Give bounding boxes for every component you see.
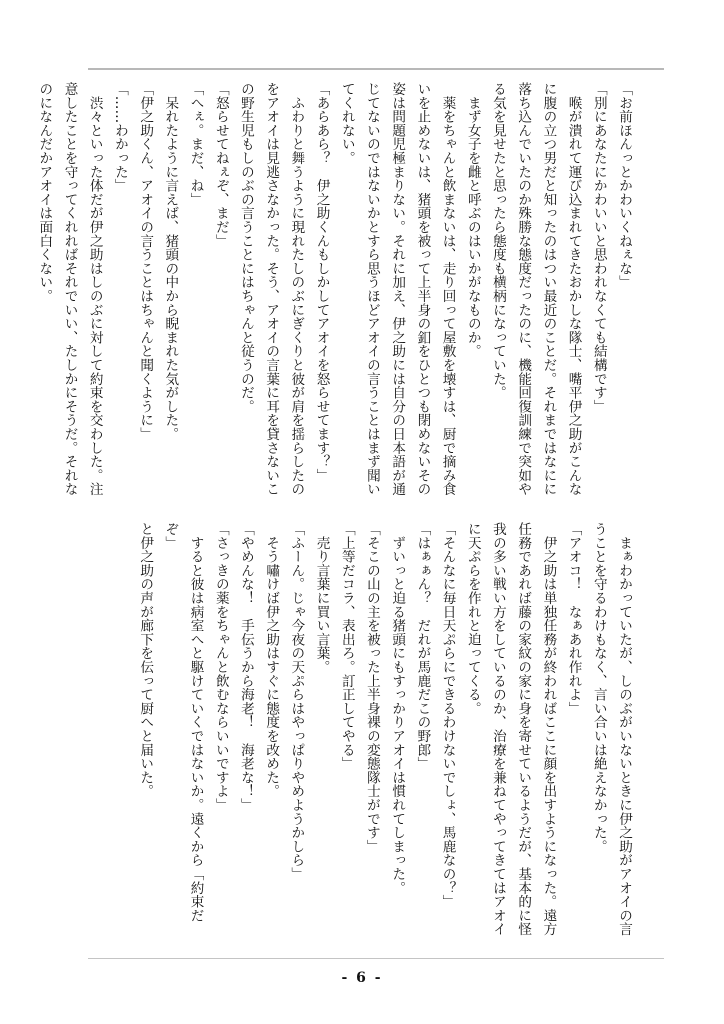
text-line: 薬をちゃんと飲まないは、走り回って屋敷を壊すは、厨で摘み食 — [439, 82, 456, 496]
text-line: 任務であれば藤の家紋の家に身を寄せているようだが、基本的に怪 — [515, 522, 532, 936]
text-line: と伊之助の声が廊下を伝って厨へと届いた。 — [137, 522, 154, 798]
text-line: 「へぇ。まだ、ね」 — [187, 82, 204, 207]
page-number: - 6 - — [341, 970, 383, 986]
text-line: 売り言葉に買い言葉。 — [313, 522, 330, 674]
text-line: 「あらあら？ 伊之助くんもしかしてアオイを怒らせてます？」 — [313, 82, 330, 483]
text-line: 我の多い戦い方をしているのか、治療を兼ねてやってきてはアオイ — [489, 522, 506, 936]
text-line: の野生児もしのぶの言うことにはちゃんと従うのだ。 — [237, 82, 254, 414]
text-line: そう嘯けば伊之助はすぐに態度を改めた。 — [263, 522, 280, 798]
text-line: 「アオコ！ なぁあれ作れよ」 — [565, 522, 582, 716]
text-line: 姿は問題児極まりない。それに加え、伊之助には自分の日本語が通 — [389, 82, 406, 496]
text-line: すると彼は病室へと駆けていくではないか。遠くから「約束だぞ」 — [162, 522, 204, 923]
bottom-rule — [88, 958, 664, 959]
text-line: 「怒らせてねぇぞ、まだ」 — [212, 82, 229, 248]
text-line: 「そこの山の主を被った上半身裸の変態隊士がです」 — [363, 522, 380, 854]
text-line: 「ふーん。じゃ今夜の天ぷらはやっぱりやめようかしら」 — [288, 522, 305, 881]
text-line: 「伊之助くん、アオイの言うことはちゃんと聞くように」 — [137, 82, 154, 441]
text-line: 呆れたように言えば、猪頭の中から睨まれた気がした。 — [162, 82, 179, 441]
text-line: 意したことを守ってくれればそれでいい、たしかにそうだ。それな — [61, 82, 78, 496]
text-line: うことを守るわけもなく、言い合いは絶えなかった。 — [590, 522, 607, 854]
text-line: に天ぷらを作れと迫ってくる。 — [464, 522, 481, 716]
text-line: に腹の立つ男だと知ったのはつい最近のことだ。それまではなにに — [540, 82, 557, 496]
text-line: のになんだかアオイは面白くない。 — [36, 82, 53, 303]
text-line: 「別にあなたにかわいいと思われなくても結構です」 — [590, 82, 607, 414]
text-line: ふわりと舞うように現れたしのぶにぎくりと彼が肩を揺らしたの — [288, 82, 305, 496]
text-line: 「……わかった」 — [111, 82, 128, 193]
top-rule — [88, 68, 664, 70]
text-line: 「さっきの薬をちゃんと飲むならいいですよ」 — [212, 522, 229, 812]
text-line: じてないのではないかとすら思うほどアオイの言うことはまず聞い — [363, 82, 380, 496]
text-line: 渋々といった体だが伊之助はしのぶに対して約束を交わした。注 — [86, 82, 103, 496]
text-line: 「はぁぁん？ だれが馬鹿だこの野郎」 — [414, 522, 431, 771]
text-line: 伊之助は単独任務が終わればここに顔を出すようになった。遠方 — [540, 522, 557, 936]
text-line: まず女子を雌と呼ぶのはいかがなものか。 — [464, 82, 481, 358]
text-line: 落ち込んでいたのか殊勝な態度だったのに、機能回復訓練で突如や — [515, 82, 532, 496]
text-line: 「上等だコラ、表出ろ。訂正してやる」 — [338, 522, 355, 771]
text-line: 喉が潰れて運び込まれてきたおかしな隊士、嘴平伊之助がこんな — [565, 82, 582, 496]
text-line: をアオイは見逃さなかった。そう、アオイの言葉に耳を貸さないこ — [263, 82, 280, 496]
text-line: てくれない。 — [338, 82, 355, 165]
lower-text-block — [96, 522, 636, 942]
text-line: ずいっと迫る猪頭にもすっかりアオイは慣れてしまった。 — [389, 522, 406, 895]
text-line: る気を見せたと思ったら態度も横柄になっていた。 — [489, 82, 506, 400]
upper-text-block — [36, 82, 636, 502]
text-line: 「そんなに毎日天ぷらにできるわけないでしょ、馬鹿なの？」 — [439, 522, 456, 909]
text-line: まぁわかっていたが、しのぶがいないときに伊之助がアオイの言 — [616, 522, 632, 936]
text-line: 「やめんな！ 手伝うから海老！ 海老な！」 — [237, 522, 254, 812]
text-line: 「お前ほんっとかわいくねぇな」 — [616, 82, 632, 289]
text-line: いを止めないは、猪頭を被って上半身の釦をひとつも閉めないその — [414, 82, 431, 496]
